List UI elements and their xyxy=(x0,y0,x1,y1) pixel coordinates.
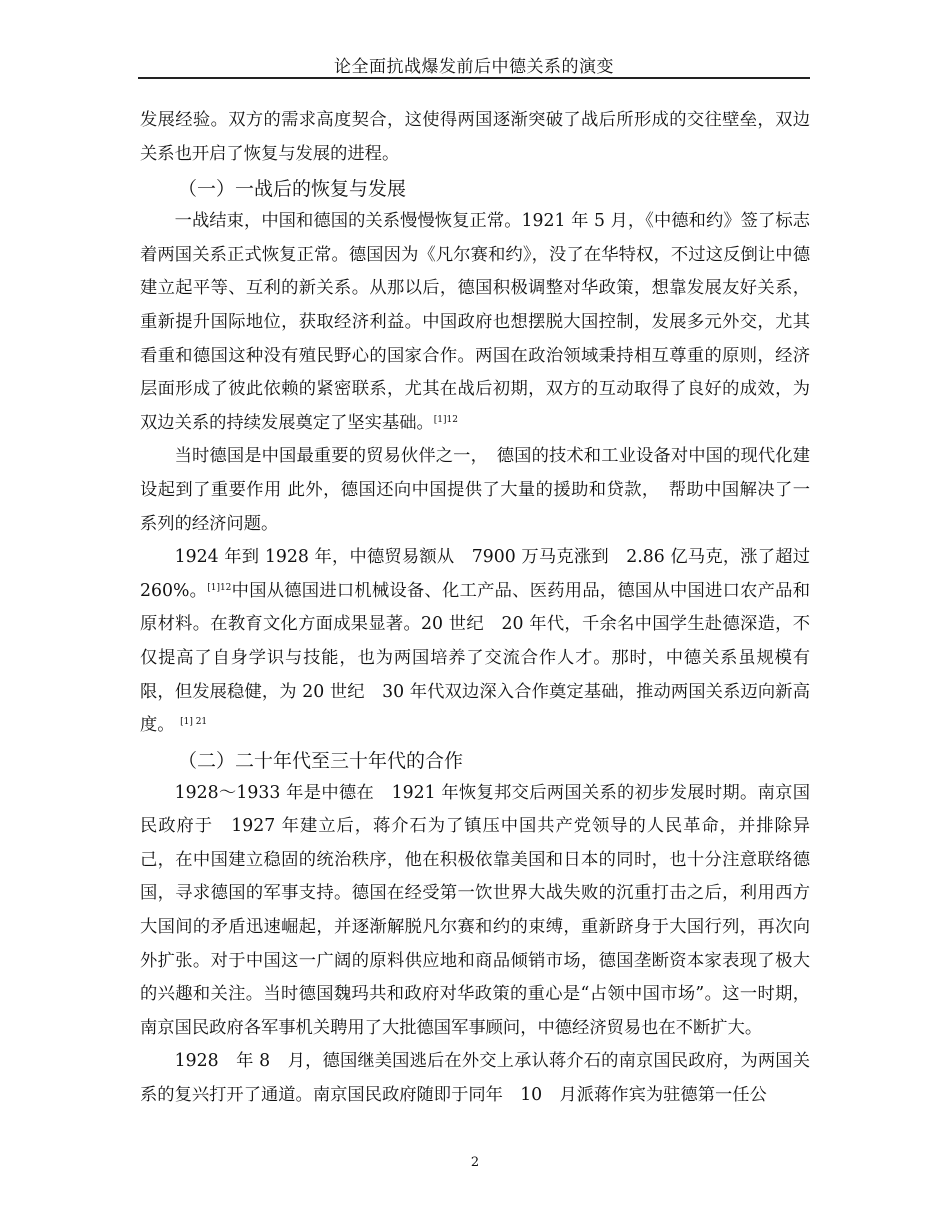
paragraph-5: 1928 年 8 月，德国继美国逃后在外交上承认蒋介石的南京国民政府，为两国关系的复兴打开了通道。南京国民政府随即于同年 10 月派蒋作宾为驻德第一任公 xyxy=(140,1051,810,1106)
header-rule xyxy=(138,77,810,79)
paragraph-continuation: 发展经验。双方的需求高度契合，这使得两国逐渐突破了战后所形成的交往壁垒，双边关系也开启了恢复与发展的进程。 xyxy=(140,110,810,164)
paragraph-4: 1928～1933 年是中德在 1921 年恢复邦交后两国关系的初步发展时期。南京国民政府于 1927 年建立后，蒋介石为了镇压中国共产党领导的人民革命，并排除异己，在中国建立稳固的统治秩序，他在积极依靠美国和日本的同时，也十分注意联络德国，寻求德国的军事支持。德国在经受第一饮世界大战失败的沉重打击之后，利用西方大国间的矛盾迅速崛起，并逐渐解脱凡尔赛和约的束缚，重新跻身于大国行列，再次向外扩张。对于中国这一广阔的原料供应地和商品倾销市场，德国垄断资本家表现了极大的兴趣和关注。当时德国魏玛共和政府对华政策的重心是“占领中国市场”。这一时期，南京国民政府各军事机关聘用了大批德国军事顾问，中德经济贸易也在不断扩大。 xyxy=(140,782,810,1038)
page-body xyxy=(140,104,810,1113)
page-number: 2 xyxy=(470,1155,480,1170)
paragraph-1-text: 一战结束，中国和德国的关系慢慢恢复正常。1921 年 5 月，《中德和约》签了标志着两国关系正式恢复正常。德国因为《凡尔赛和约》，没了在华特权，不过这反倒让中德建立起平等、互利的新关系。从那以后，德国积极调整对华政策，想靠发展友好关系，重新提升国际地位，获取经济利益。中国政府也想摆脱大国控制，发展多元外交，尤其看重和德国这种没有殖民野心的国家合作。两国在政治领域秉持相互尊重的原则，经济层面形成了彼此依赖的紧密联系，尤其在战后初期，双方的互动取得了良好的成效，为双边关系的持续发展奠定了坚实基础。 xyxy=(140,211,810,433)
citation-ref: [1]12 xyxy=(207,582,232,593)
section-heading-1: （一）一战后的恢复与发展 xyxy=(178,178,407,201)
section-heading-2: （二）二十年代至三十年代的合作 xyxy=(178,749,464,772)
paragraph-3-text-b: 中国从德国进口机械设备、化工产品、医药用品，德国从中国进口农产品和原材料。在教育文化方面成果显著。20 世纪 20 年代，千余名中国学生赴德深造，不仅提高了自身学识与技能，也为两国培养了交流合作人才。那时，中德关系虽规模有限，但发展稳健，为 20 世纪 30 年代双边深入合作奠定基础，推动两国关系迈向新高度。 xyxy=(140,580,810,736)
paragraph-3-text-a: 1924 年到 1928 年，中德贸易额从 7900 万马克涨到 2.86 亿马克，涨了超过 260%。 xyxy=(140,547,810,601)
citation-ref: [1] 21 xyxy=(180,717,208,728)
paragraph-1 xyxy=(140,205,810,440)
running-header: 论全面抗战爆发前后中德关系的演变 xyxy=(334,57,614,77)
paragraph-2: 当时德国是中国最重要的贸易伙伴之一， 德国的技术和工业设备对中国的现代化建设起到了重要作用 此外，德国还向中国提供了大量的援助和贷款， 帮助中国解决了一系列的经济问题。 xyxy=(140,446,810,534)
paragraph-3 xyxy=(140,541,810,743)
citation-ref: [1]12 xyxy=(433,414,458,425)
